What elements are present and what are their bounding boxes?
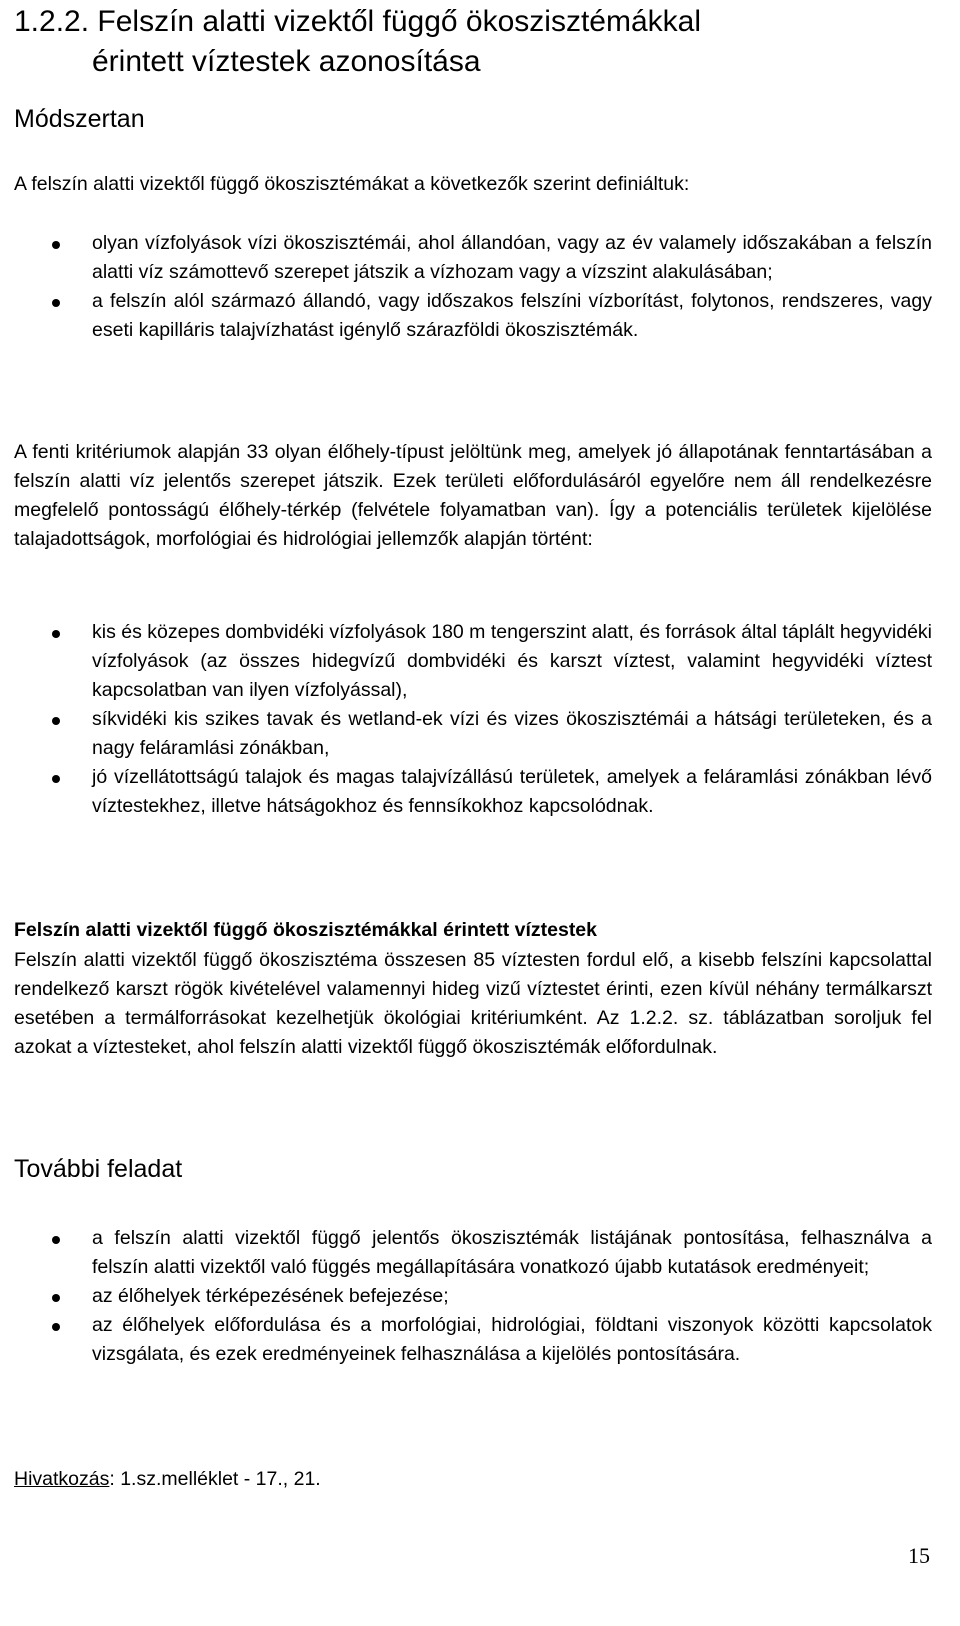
list-item (14, 763, 932, 821)
affected-waterbodies-paragraph: Felszín alatti vizektől függő ökoszisztéma összesen 85 víztesten fordul elő, a kisebb felszíni kapcsolattal rendelkező karszt rögök kivételével valamennyi hideg vizű víztestet érinti, ezen kívül néhány termálkarszt esetében a termálforrásokat kezelhetjük ökológiai kritériumként. Az 1.2.2. sz. táblázatban soroljuk fel azokat a víztesteket, ahol felszín alatti vizektől függő ökoszisztémák előfordulnak. (14, 949, 932, 1058)
bullet-icon (52, 1236, 60, 1244)
bullet-icon (52, 775, 60, 783)
heading-line2: érintett víztestek azonosítása (92, 45, 481, 78)
list-item-text: olyan vízfolyások vízi ökoszisztémái, ahol állandóan, vagy az év valamely időszakában a felszín alatti víz számottevő szerepet játszik a vízhozam vagy a vízszint alakulásában; (92, 232, 932, 283)
bullet-icon (52, 717, 60, 725)
definition-list (14, 229, 932, 345)
methodology-title: Módszertan (14, 105, 145, 133)
reference-label: Hivatkozás (14, 1468, 110, 1490)
list-item (14, 1282, 932, 1311)
list-item (14, 618, 932, 705)
potential-area-list (14, 618, 932, 821)
list-item (14, 1311, 932, 1369)
list-item-text: az élőhelyek térképezésének befejezése; (92, 1285, 449, 1307)
reference-line (14, 1465, 321, 1494)
reference-colon: : (109, 1468, 115, 1490)
list-item (14, 705, 932, 763)
section-heading (14, 2, 932, 82)
heading-line1: Felszín alatti vizektől függő ökoszisztémákkal (97, 5, 701, 38)
list-item (14, 287, 932, 345)
bullet-icon (52, 1294, 60, 1302)
methodology-intro: A felszín alatti vizektől függő ökoszisztémákat a következők szerint definiáltuk: (14, 173, 690, 195)
page-number: 15 (908, 1543, 930, 1568)
further-tasks-list (14, 1224, 932, 1369)
bullet-icon (52, 1323, 60, 1331)
bullet-icon (52, 299, 60, 307)
affected-waterbodies-title: Felszín alatti vizektől függő ökoszisztémákkal érintett víztestek (14, 919, 598, 941)
heading-number: 1.2.2. (14, 5, 90, 38)
list-item (14, 229, 932, 287)
list-item-text: a felszín alatti vizektől függő jelentős ökoszisztémák listájának pontosítása, felhasználva a felszín alatti vizektől való függés megállapítására vonatkozó újabb kutatások eredményeit; (92, 1227, 932, 1278)
bullet-icon (52, 630, 60, 638)
criteria-paragraph: A fenti kritériumok alapján 33 olyan élőhely-típust jelöltünk meg, amelyek jó állapotának fenntartásában a felszín alatti víz jelentős szerepet játszik. Ezek területi előfordulásáról egyelőre nem áll rendelkezésre megfelelő pontosságú élőhely-térkép (felvétele folyamatban van). Így a potenciális területek kijelölése talajadottságok, morfológiai és hidrológiai jellemzők alapján történt: (14, 441, 932, 550)
list-item-text: az élőhelyek előfordulása és a morfológiai, hidrológiai, földtani viszonyok közötti kapcsolatok vizsgálata, és ezek eredményeinek felhasználása a kijelölés pontosítására. (92, 1314, 932, 1365)
further-tasks-title: További feladat (14, 1155, 183, 1183)
list-item-text: síkvidéki kis szikes tavak és wetland-ek vízi és vizes ökoszisztémái a hátsági területeken, és a nagy feláramlási zónákban, (92, 708, 932, 759)
list-item-text: kis és közepes dombvidéki vízfolyások 180 m tengerszint alatt, és források által táplált hegyvidéki vízfolyások (az összes hidegvízű dombvidéki és karszt víztest, valamint hegyvidéki víztest kapcsolatban van ilyen vízfolyással), (92, 621, 932, 701)
list-item-text: jó vízellátottságú talajok és magas talajvízállású területek, amelyek a feláramlási zónákban lévő víztestekhez, illetve hátságokhoz és fennsíkokhoz kapcsolódnak. (92, 766, 932, 817)
reference-value: 1.sz.melléklet - 17., 21. (114, 1468, 321, 1490)
bullet-icon (52, 241, 60, 249)
list-item (14, 1224, 932, 1282)
list-item-text: a felszín alól származó állandó, vagy időszakos felszíni vízborítást, folytonos, rendszeres, vagy eseti kapilláris talajvízhatást igénylő szárazföldi ökoszisztémák. (92, 290, 932, 341)
